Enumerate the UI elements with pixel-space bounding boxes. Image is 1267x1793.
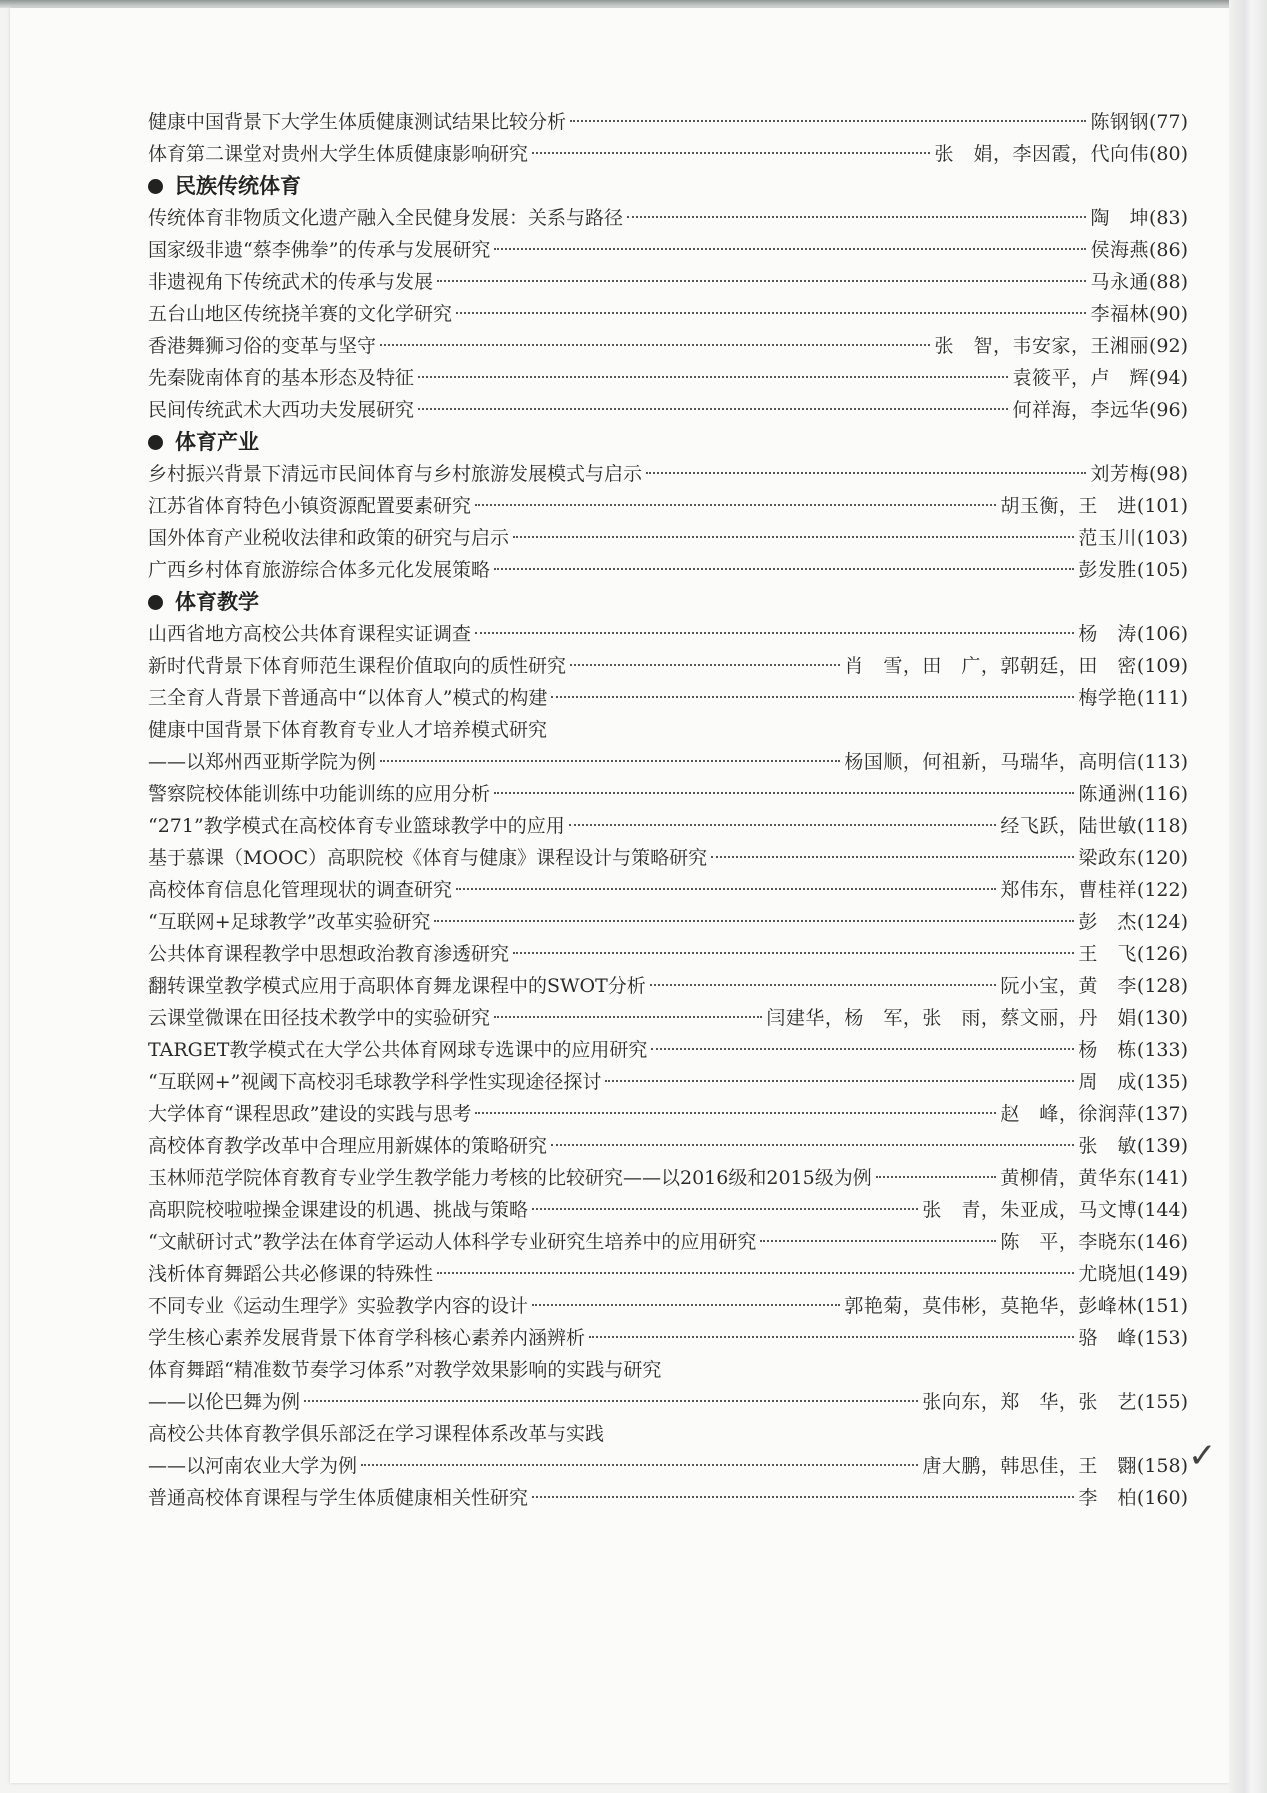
entry-title: 不同专业《运动生理学》实验教学内容的设计 (148, 1295, 529, 1317)
dot-leader (380, 760, 840, 762)
entry-title: “互联网+”视阈下高校羽毛球教学科学性实现途径探讨 (148, 1071, 602, 1093)
toc-entry (148, 202, 1188, 234)
dot-leader (532, 152, 930, 154)
entry-title: 警察院校体能训练中功能训练的应用分析 (148, 783, 491, 805)
entry-page-number: (137) (1136, 1103, 1188, 1125)
entry-page-number: (128) (1136, 975, 1188, 997)
entry-title: 江苏省体育特色小镇资源配置要素研究 (148, 495, 472, 517)
dot-leader (494, 1016, 762, 1018)
entry-page-number: (86) (1148, 239, 1188, 261)
entry-title: 民间传统武术大西功夫发展研究 (148, 399, 415, 421)
toc-entry (148, 1290, 1188, 1322)
dot-leader (711, 856, 1074, 858)
bullet-icon (148, 595, 163, 610)
toc-entry (148, 618, 1188, 650)
entry-authors: 李 柏 (1078, 1487, 1137, 1509)
dot-leader (437, 1272, 1074, 1274)
dot-leader (494, 248, 1086, 250)
entry-title: ——以郑州西亚斯学院为例 (148, 751, 377, 773)
entry-authors: 郭艳菊，莫伟彬，莫艳华，彭峰林 (844, 1295, 1137, 1317)
entry-page-number: (122) (1136, 879, 1188, 901)
entry-authors: 梁政东 (1078, 847, 1137, 869)
entry-page-number: (101) (1136, 495, 1188, 517)
entry-authors: 骆 峰 (1078, 1327, 1137, 1349)
dot-leader (494, 568, 1074, 570)
toc-entry (148, 266, 1188, 298)
toc-entry (148, 1194, 1188, 1226)
toc-entry (148, 874, 1188, 906)
entry-authors: 张 敏 (1078, 1135, 1137, 1157)
toc-entry (148, 1226, 1188, 1258)
entry-authors: 张 智，韦安家，王湘丽 (934, 335, 1149, 357)
entry-title: 三全育人背景下普通高中“以体育人”模式的构建 (148, 687, 548, 709)
entry-page-number: (124) (1136, 911, 1188, 933)
entry-authors: 陈 平，李晓东 (1000, 1231, 1137, 1253)
entry-authors: 李福林 (1090, 303, 1149, 325)
entry-authors: 杨国顺，何祖新，马瑞华，高明信 (844, 751, 1137, 773)
toc-entry (148, 106, 1188, 138)
table-of-contents (148, 106, 1188, 1514)
entry-authors: 侯海燕 (1090, 239, 1149, 261)
entry-page-number: (139) (1136, 1135, 1188, 1157)
entry-page-number: (116) (1136, 783, 1188, 805)
toc-entry (148, 650, 1188, 682)
entry-authors: 张向东，郑 华，张 艺 (922, 1391, 1137, 1413)
toc-entry (148, 778, 1188, 810)
entry-title: “271”教学模式在高校体育专业篮球教学中的应用 (148, 815, 565, 837)
entry-page-number: (109) (1136, 655, 1188, 677)
entry-authors: 陈钢钢 (1090, 111, 1149, 133)
dot-leader (627, 216, 1086, 218)
entry-authors: 何祥海，李远华 (1012, 399, 1149, 421)
entry-page-number: (158) (1136, 1455, 1188, 1477)
dot-leader (513, 952, 1074, 954)
entry-page-number: (105) (1136, 559, 1188, 581)
entry-page-number: (153) (1136, 1327, 1188, 1349)
dot-leader (760, 1240, 996, 1242)
entry-authors: 赵 峰，徐润萍 (1000, 1103, 1137, 1125)
entry-authors: 经飞跃，陆世敏 (1000, 815, 1137, 837)
entry-title: ——以河南农业大学为例 (148, 1455, 358, 1477)
entry-authors: 陈通洲 (1078, 783, 1137, 805)
entry-authors: 张 青，朱亚成，马文博 (922, 1199, 1137, 1221)
entry-authors: 张 娟，李因霞，代向伟 (934, 143, 1149, 165)
handwritten-check-mark: ✓ (1188, 1436, 1217, 1476)
entry-title: 新时代背景下体育师范生课程价值取向的质性研究 (148, 655, 567, 677)
entry-page-number: (103) (1136, 527, 1188, 549)
toc-entry (148, 490, 1188, 522)
dot-leader (434, 920, 1074, 922)
toc-entry (148, 1418, 1188, 1450)
dot-leader (494, 792, 1074, 794)
entry-page-number: (133) (1136, 1039, 1188, 1061)
entry-title: 体育舞蹈“精准数节奏学习体系”对教学效果影响的实践与研究 (148, 1359, 662, 1381)
entry-page-number: (141) (1136, 1167, 1188, 1189)
entry-title: 山西省地方高校公共体育课程实证调查 (148, 623, 472, 645)
scan-right-edge (1229, 0, 1267, 1793)
toc-entry (148, 1130, 1188, 1162)
entry-title: 玉林师范学院体育教育专业学生教学能力考核的比较研究——以2016级和2015级为例 (148, 1167, 872, 1189)
toc-entry (148, 522, 1188, 554)
entry-page-number: (80) (1148, 143, 1188, 165)
entry-title: 云课堂微课在田径技术教学中的实验研究 (148, 1007, 491, 1029)
entry-page-number: (151) (1136, 1295, 1188, 1317)
entry-authors: 杨 栋 (1078, 1039, 1137, 1061)
toc-entry (148, 1066, 1188, 1098)
toc-entry (148, 842, 1188, 874)
entry-page-number: (135) (1136, 1071, 1188, 1093)
dot-leader (475, 632, 1074, 634)
entry-title: “互联网+足球教学”改革实验研究 (148, 911, 431, 933)
entry-page-number: (83) (1148, 207, 1188, 229)
toc-entry (148, 810, 1188, 842)
entry-page-number: (90) (1148, 303, 1188, 325)
entry-page-number: (146) (1136, 1231, 1188, 1253)
dot-leader (456, 888, 996, 890)
dot-leader (570, 664, 840, 666)
entry-page-number: (126) (1136, 943, 1188, 965)
toc-entry (148, 682, 1188, 714)
toc-entry (148, 1162, 1188, 1194)
toc-entry (148, 1450, 1188, 1482)
dot-leader (551, 696, 1074, 698)
toc-entry (148, 1386, 1188, 1418)
dot-leader (651, 1048, 1074, 1050)
entry-title: 广西乡村体育旅游综合体多元化发展策略 (148, 559, 491, 581)
toc-entry (148, 970, 1188, 1002)
entry-page-number: (94) (1148, 367, 1188, 389)
bullet-icon (148, 435, 163, 450)
toc-entry (148, 362, 1188, 394)
entry-title: 乡村振兴背景下清远市民间体育与乡村旅游发展模式与启示 (148, 463, 643, 485)
entry-title: 高校体育教学改革中合理应用新媒体的策略研究 (148, 1135, 548, 1157)
entry-authors: 梅学艳 (1078, 687, 1137, 709)
dot-leader (532, 1304, 840, 1306)
entry-authors: 王 飞 (1078, 943, 1137, 965)
entry-title: 体育第二课堂对贵州大学生体质健康影响研究 (148, 143, 529, 165)
dot-leader (380, 344, 930, 346)
entry-authors: 袁筱平，卢 辉 (1012, 367, 1149, 389)
entry-authors: 刘芳梅 (1090, 463, 1149, 485)
entry-authors: 周 成 (1078, 1071, 1137, 1093)
toc-entry (148, 394, 1188, 426)
toc-entry (148, 330, 1188, 362)
dot-leader (532, 1496, 1074, 1498)
entry-title: 非遗视角下传统武术的传承与发展 (148, 271, 434, 293)
section-heading (148, 586, 1188, 618)
entry-title: 健康中国背景下体育教育专业人才培养模式研究 (148, 719, 548, 741)
scan-top-edge (0, 0, 1267, 8)
entry-authors: 阮小宝，黄 李 (1000, 975, 1137, 997)
dot-leader (551, 1144, 1074, 1146)
section-name: 体育产业 (175, 430, 259, 454)
entry-title: 国外体育产业税收法律和政策的研究与启示 (148, 527, 510, 549)
entry-page-number: (111) (1136, 687, 1188, 709)
toc-entry (148, 138, 1188, 170)
entry-page-number: (118) (1136, 815, 1188, 837)
toc-entry (148, 1034, 1188, 1066)
toc-entry (148, 1002, 1188, 1034)
dot-leader (475, 504, 996, 506)
toc-entry (148, 1258, 1188, 1290)
entry-authors: 彭发胜 (1078, 559, 1137, 581)
dot-leader (589, 1336, 1074, 1338)
entry-page-number: (130) (1136, 1007, 1188, 1029)
dot-leader (456, 312, 1086, 314)
dot-leader (650, 984, 997, 986)
entry-title: 五台山地区传统挠羊赛的文化学研究 (148, 303, 453, 325)
entry-page-number: (120) (1136, 847, 1188, 869)
entry-page-number: (88) (1148, 271, 1188, 293)
section-name: 民族传统体育 (175, 174, 301, 198)
dot-leader (418, 376, 1008, 378)
toc-entry (148, 458, 1188, 490)
entry-page-number: (106) (1136, 623, 1188, 645)
toc-entry (148, 1322, 1188, 1354)
entry-page-number: (155) (1136, 1391, 1188, 1413)
entry-title: 浅析体育舞蹈公共必修课的特殊性 (148, 1263, 434, 1285)
toc-entry (148, 554, 1188, 586)
dot-leader (569, 824, 997, 826)
entry-title: 健康中国背景下大学生体质健康测试结果比较分析 (148, 111, 567, 133)
dot-leader (361, 1464, 918, 1466)
dot-leader (605, 1080, 1074, 1082)
entry-page-number: (160) (1136, 1487, 1188, 1509)
dot-leader (570, 120, 1086, 122)
entry-authors: 肖 雪，田 广，郭朝廷，田 密 (844, 655, 1137, 677)
entry-title: 传统体育非物质文化遗产融入全民健身发展：关系与路径 (148, 207, 624, 229)
toc-entry (148, 906, 1188, 938)
entry-page-number: (98) (1148, 463, 1188, 485)
entry-title: 高校体育信息化管理现状的调查研究 (148, 879, 453, 901)
entry-page-number: (77) (1148, 111, 1188, 133)
dot-leader (437, 280, 1086, 282)
toc-entry (148, 938, 1188, 970)
entry-authors: 闫建华，杨 军，张 雨，蔡文丽，丹 娟 (766, 1007, 1137, 1029)
entry-title: 高校公共体育教学俱乐部泛在学习课程体系改革与实践 (148, 1423, 605, 1445)
entry-title: 基于慕课（MOOC）高职院校《体育与健康》课程设计与策略研究 (148, 847, 708, 869)
section-heading (148, 426, 1188, 458)
dot-leader (532, 1208, 918, 1210)
toc-entry (148, 234, 1188, 266)
entry-title: 普通高校体育课程与学生体质健康相关性研究 (148, 1487, 529, 1509)
dot-leader (475, 1112, 996, 1114)
entry-title: 先秦陇南体育的基本形态及特征 (148, 367, 415, 389)
section-heading (148, 170, 1188, 202)
section-name: 体育教学 (175, 590, 259, 614)
entry-title: 高职院校啦啦操金课建设的机遇、挑战与策略 (148, 1199, 529, 1221)
entry-title: 学生核心素养发展背景下体育学科核心素养内涵辨析 (148, 1327, 586, 1349)
dot-leader (418, 408, 1008, 410)
entry-title: “文献研讨式”教学法在体育学运动人体科学专业研究生培养中的应用研究 (148, 1231, 757, 1253)
entry-authors: 尤晓旭 (1078, 1263, 1137, 1285)
entry-title: ——以伦巴舞为例 (148, 1391, 301, 1413)
entry-authors: 范玉川 (1078, 527, 1137, 549)
entry-authors: 胡玉衡，王 进 (1000, 495, 1137, 517)
bullet-icon (148, 179, 163, 194)
entry-authors: 郑伟东，曹桂祥 (1000, 879, 1137, 901)
entry-title: 国家级非遗“蔡李佛拳”的传承与发展研究 (148, 239, 491, 261)
entry-authors: 陶 坤 (1090, 207, 1149, 229)
toc-entry (148, 1354, 1188, 1386)
entry-authors: 马永通 (1090, 271, 1149, 293)
entry-title: 翻转课堂教学模式应用于高职体育舞龙课程中的SWOT分析 (148, 975, 646, 997)
entry-title: 公共体育课程教学中思想政治教育渗透研究 (148, 943, 510, 965)
entry-authors: 杨 涛 (1078, 623, 1137, 645)
dot-leader (513, 536, 1074, 538)
entry-authors: 唐大鹏，韩思佳，王 翾 (922, 1455, 1137, 1477)
entry-page-number: (92) (1148, 335, 1188, 357)
dot-leader (646, 472, 1086, 474)
toc-entry (148, 746, 1188, 778)
toc-entry (148, 298, 1188, 330)
entry-page-number: (149) (1136, 1263, 1188, 1285)
entry-page-number: (113) (1136, 751, 1188, 773)
dot-leader (876, 1176, 997, 1178)
entry-page-number: (96) (1148, 399, 1188, 421)
entry-title: TARGET教学模式在大学公共体育网球专选课中的应用研究 (148, 1039, 648, 1061)
toc-entry (148, 714, 1188, 746)
entry-authors: 黄柳倩，黄华东 (1000, 1167, 1137, 1189)
entry-title: 大学体育“课程思政”建设的实践与思考 (148, 1103, 472, 1125)
toc-entry (148, 1098, 1188, 1130)
toc-entry (148, 1482, 1188, 1514)
entry-authors: 彭 杰 (1078, 911, 1137, 933)
entry-page-number: (144) (1136, 1199, 1188, 1221)
dot-leader (304, 1400, 918, 1402)
entry-title: 香港舞狮习俗的变革与坚守 (148, 335, 377, 357)
